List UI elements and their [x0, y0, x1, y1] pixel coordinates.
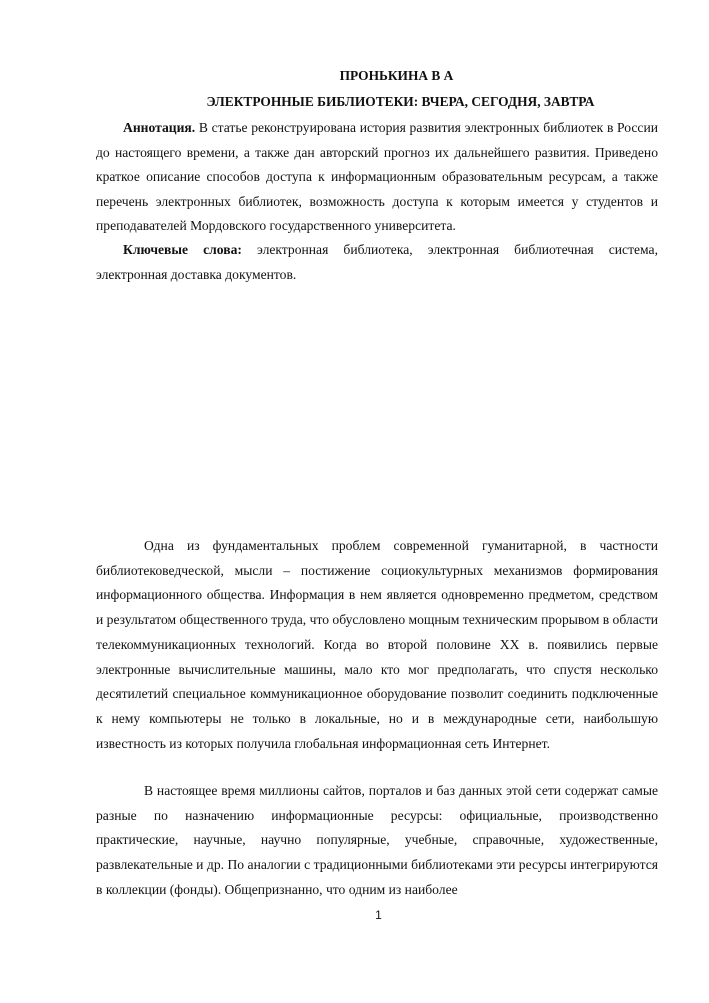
keywords-label: Ключевые слова:: [123, 242, 242, 257]
article-title: ЭЛЕКТРОННЫЕ БИБЛИОТЕКИ: ВЧЕРА, СЕГОДНЯ, ЗАВТРА: [206, 94, 595, 109]
keywords-section: [96, 238, 658, 287]
body-section-1: [96, 534, 658, 756]
keywords-paragraph: [96, 238, 658, 287]
body-section-2: [96, 779, 658, 903]
author-name: ПРОНЬКИНА В А: [339, 68, 454, 83]
abstract-text: В статье реконструирована история развития электронных библиотек в России до настоящего времени, а также дан авторский прогноз их дальнейшего развития. Приведено краткое описание способов доступа к информационным образовательным ресурсам, а также перечень электронных библиотек, возможность доступа к которым имеется у студентов и преподавателей Мордовского государственного университета.: [96, 120, 658, 233]
body-paragraph-2: В настоящее время миллионы сайтов, порталов и баз данных этой сети содержат самые разные по назначению информационные ресурсы: официальные, производственно практические, научные, научно популярные, учебные, справочные, художественные, развлекательные и др. По аналогии с традиционными библиотеками эти ресурсы интегрируются в коллекции (фонды). Общепризнанно, что одним из наиболее: [96, 783, 658, 897]
abstract-label: Аннотация.: [123, 120, 196, 135]
body-paragraph-1: Одна из фундаментальных проблем современной гуманитарной, в частности библиотековедческой, мысли – постижение социокультурных механизмов формирования информационного общества. Информация в нем является одновременно предметом, средством и результатом общественного труда, что обусловлено мощным техническим прорывом в области телекоммуникационных технологий. Когда во второй половине XX в. появились первые электронные вычислительные машины, мало кто мог предполагать, что спустя несколько десятилетий специальное коммуникационное оборудование позволит соединить подключенные к нему компьютеры не только в локальные, но и в международные сети, наибольшую известность из которых получила глобальная информационная сеть Интернет.: [96, 538, 658, 751]
page-number: 1: [375, 908, 382, 922]
abstract-paragraph: [96, 116, 658, 239]
keywords-text: электронная библиотека, электронная библиотечная система, электронная доставка документов.: [96, 242, 658, 282]
abstract-section: [96, 116, 658, 239]
